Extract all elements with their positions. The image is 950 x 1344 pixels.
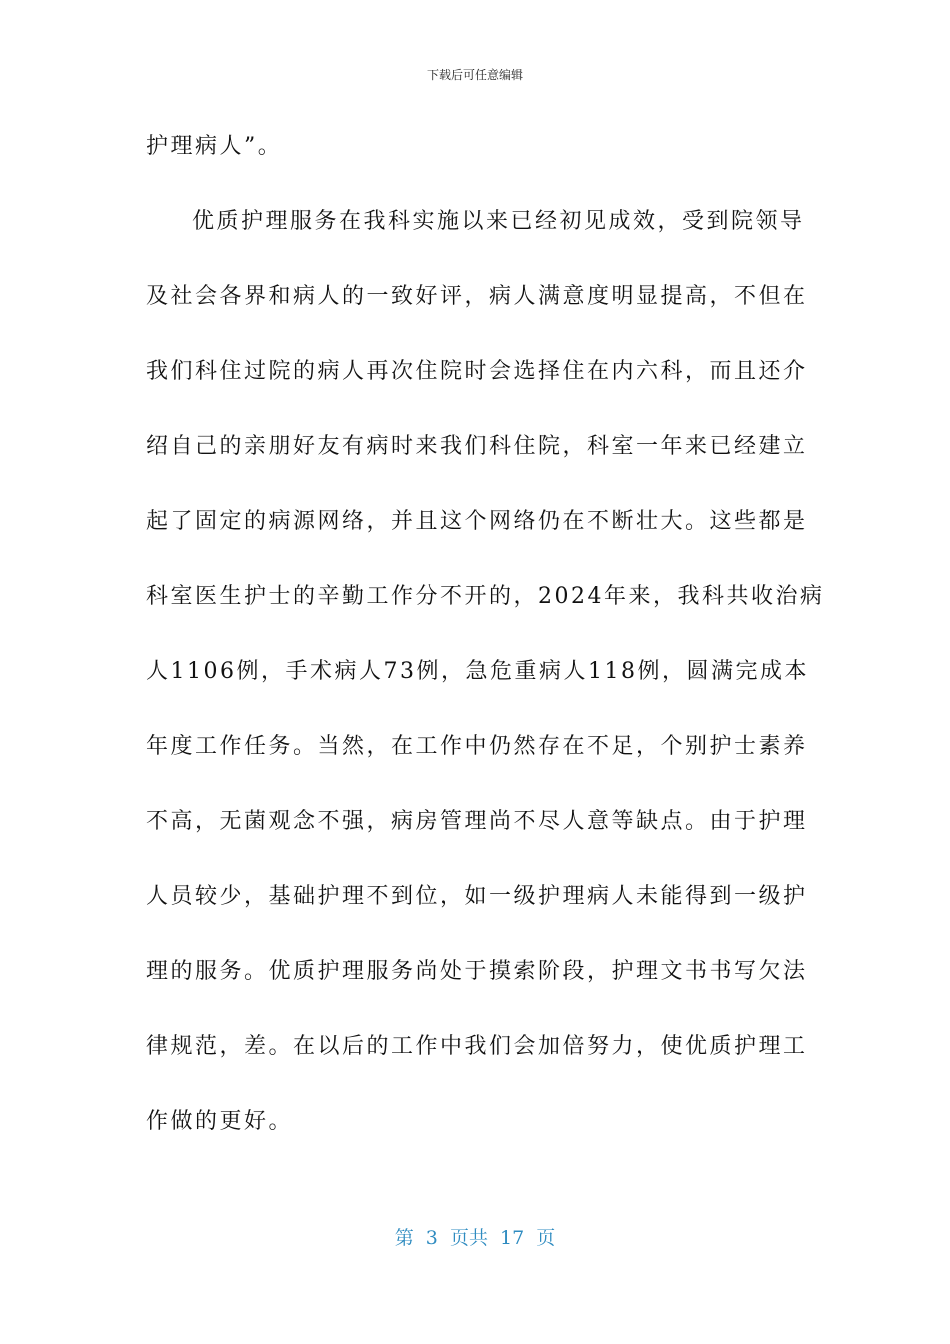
text-line: 科室医生护士的辛勤工作分不开的，2024年来，我科共收治病 (146, 584, 825, 609)
text-line: 优质护理服务在我科实施以来已经初见成效，受到院领导 (192, 209, 805, 234)
text-line: 我们科住过院的病人再次住院时会选择住在内六科，而且还介 (146, 359, 808, 384)
text-line: 绍自己的亲朋好友有病时来我们科住院，科室一年来已经建立 (146, 434, 808, 459)
text-line: 理的服务。优质护理服务尚处于摸索阶段，护理文书书写欠法 (146, 959, 808, 984)
text-line: 起了固定的病源网络，并且这个网络仍在不断壮大。这些都是 (146, 509, 808, 534)
body-text (146, 124, 825, 1174)
text-line: 作做的更好。 (146, 1109, 294, 1134)
text-line: 人员较少，基础护理不到位，如一级护理病人未能得到一级护 (146, 884, 808, 909)
text-line: 及社会各界和病人的一致好评，病人满意度明显提高，不但在 (146, 284, 808, 309)
text-line: 律规范，差。在以后的工作中我们会加倍努力，使优质护理工 (146, 1034, 808, 1059)
page-number-footer: 第 3 页共 17 页 (394, 1227, 556, 1249)
text-line: 护理病人”。 (146, 134, 283, 159)
text-line: 不高，无菌观念不强，病房管理尚不尽人意等缺点。由于护理 (146, 809, 808, 834)
text-line: 年度工作任务。当然，在工作中仍然存在不足，个别护士素养 (146, 734, 808, 759)
text-line: 人1106例，手术病人73例，急危重病人118例，圆满完成本 (146, 659, 809, 684)
header-note: 下载后可任意编辑 (426, 68, 523, 82)
